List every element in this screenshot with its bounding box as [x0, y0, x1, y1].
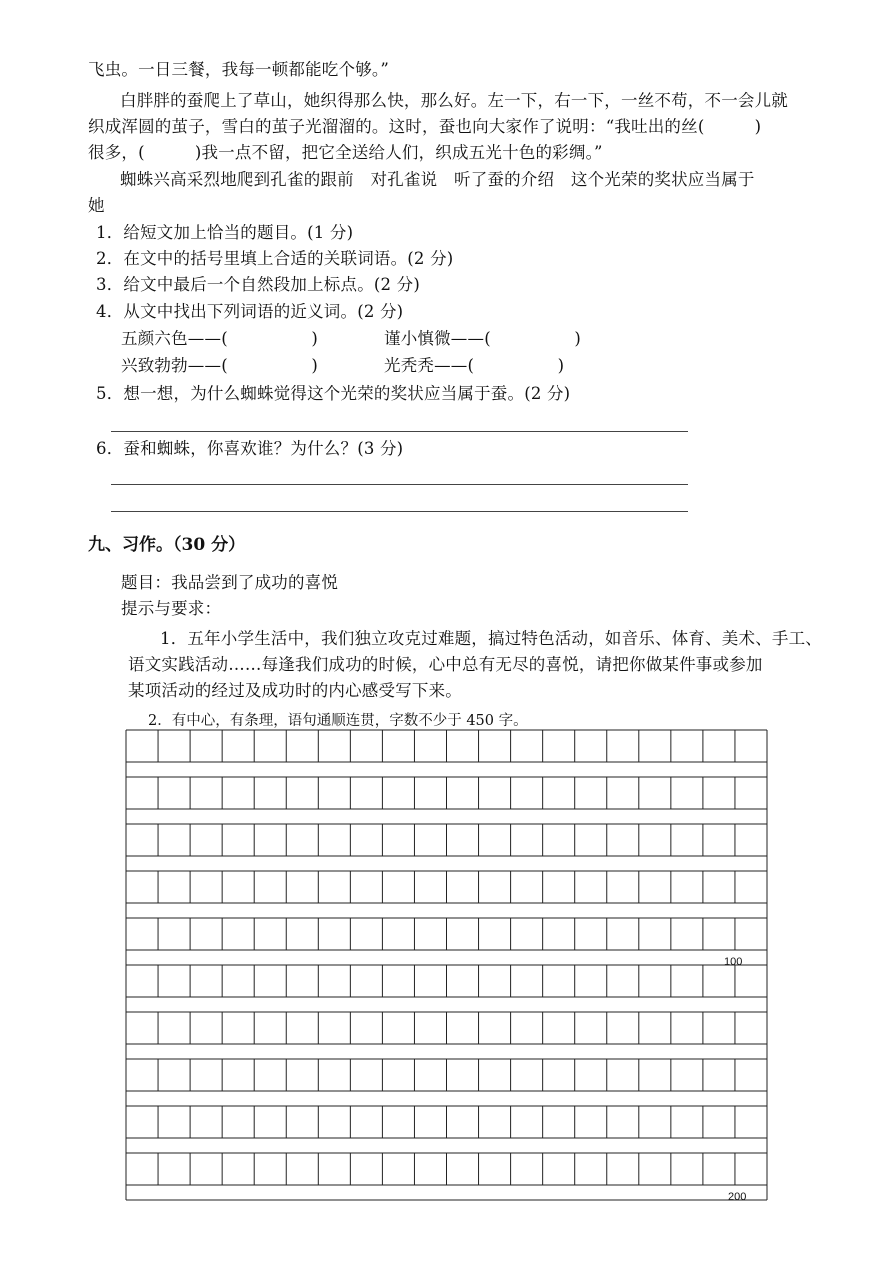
question-2: 2．在文中的括号里填上合适的关联词语。(2 分) [96, 249, 454, 268]
synonym-item: 兴致勃勃——( ) [121, 356, 318, 375]
word-count-marker: 100 [724, 956, 743, 968]
hint-label: 提示与要求： [121, 599, 222, 618]
requirement-2: 2．有中心，有条理，语句通顺连贯，字数不少于 450 字。 [148, 713, 528, 729]
passage-line: 织成浑圆的茧子，雪白的茧子光溜溜的。这时，蚕也向大家作了说明：“我吐出的丝( ) [88, 117, 762, 136]
requirement-1: 语文实践活动……每逢我们成功的时候，心中总有无尽的喜悦，请把你做某件事或参加 [128, 655, 763, 674]
passage-line: 白胖胖的蚕爬上了草山，她织得那么快，那么好。左一下，右一下，一丝不苟，不一会儿就 [120, 91, 788, 110]
synonym-item: 光秃秃——( ) [384, 356, 565, 375]
passage-line: 她 [88, 196, 105, 215]
word-count-marker: 200 [728, 1191, 747, 1203]
requirement-1: 某项活动的经过及成功时的内心感受写下来。 [128, 681, 462, 700]
synonym-item: 谨小慎微——( ) [384, 329, 581, 348]
question-4: 4．从文中找出下列词语的近义词。(2 分) [96, 302, 404, 321]
synonym-item: 五颜六色——( ) [121, 329, 318, 348]
question-1: 1．给短文加上恰当的题目。(1 分) [96, 223, 354, 242]
requirement-1: 1．五年小学生活中，我们独立攻克过难题，搞过特色活动，如音乐、体育、美术、手工、 [160, 629, 822, 648]
passage-line: 蜘蛛兴高采烈地爬到孔雀的跟前 对孔雀说 听了蚕的介绍 这个光荣的奖状应当属于 [120, 170, 755, 189]
question-6: 6．蚕和蜘蛛，你喜欢谁？为什么？(3 分) [96, 439, 404, 458]
question-3: 3．给文中最后一个自然段加上标点。(2 分) [96, 275, 421, 294]
section-title: 九、习作。（30 分） [88, 535, 246, 555]
question-5: 5．想一想，为什么蜘蛛觉得这个光荣的奖状应当属于蚕。(2 分) [96, 384, 571, 403]
composition-topic: 题目：我品尝到了成功的喜悦 [121, 573, 339, 592]
passage-line: 飞虫。一日三餐，我每一顿都能吃个够。” [88, 60, 389, 79]
passage-line: 很多，( )我一点不留，把它全送给人们，织成五光十色的彩绸。” [88, 143, 603, 162]
